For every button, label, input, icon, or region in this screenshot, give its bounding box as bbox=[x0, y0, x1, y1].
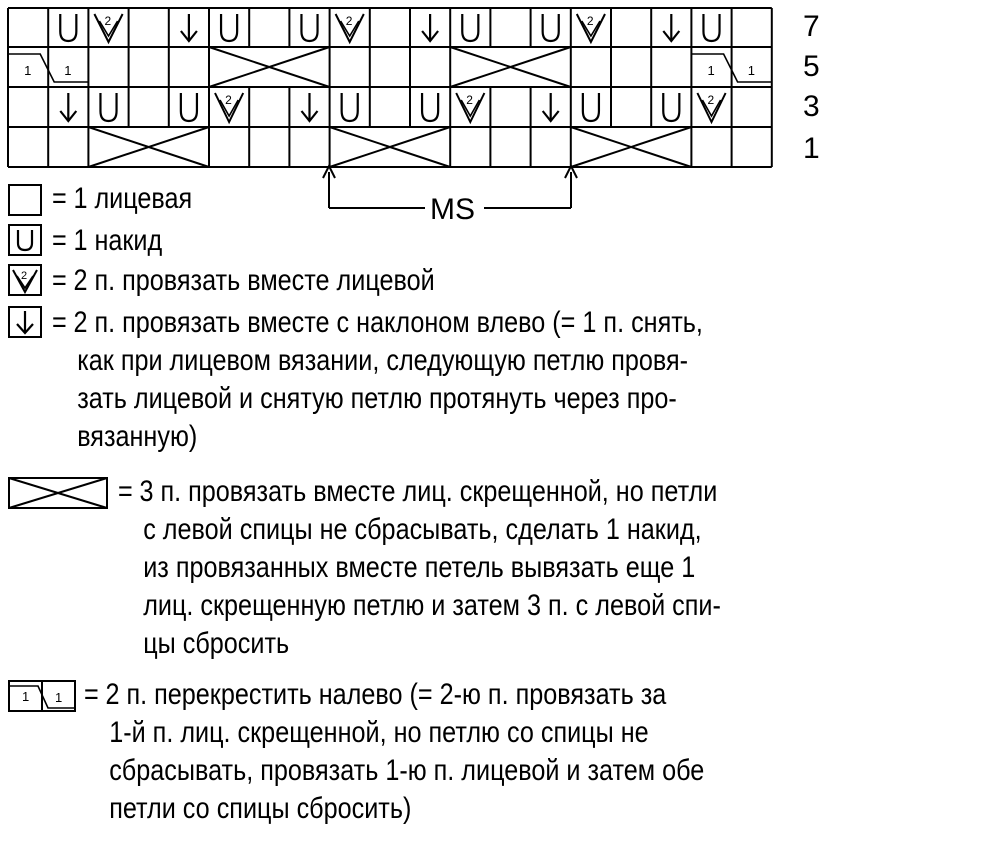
yarn-over-mark bbox=[422, 93, 438, 121]
yarn-over-mark bbox=[181, 93, 197, 121]
equals-sign: = bbox=[52, 182, 67, 215]
yarn-over-mark bbox=[100, 93, 116, 121]
legend-text-three-line-4: лиц. скрещенную петлю и затем 3 п. с левой спи- bbox=[143, 589, 721, 622]
legend-text-cross-line-1: 2 п. перекрестить налево (= 2-ю п. провязать за bbox=[105, 678, 667, 711]
chart-symbols bbox=[8, 14, 772, 167]
legend-text-three-line-5: цы сбросить bbox=[143, 627, 290, 660]
equals-sign: = bbox=[118, 475, 133, 508]
yarn-over-mark bbox=[583, 93, 599, 121]
legend-text-three-line-3: из провязанных вместе петель вывязать еще 1 bbox=[143, 551, 696, 584]
row-number-1: 1 bbox=[803, 132, 820, 165]
cross-left-mark-number: 1 bbox=[747, 63, 755, 78]
yarn-over-mark bbox=[60, 14, 76, 41]
repeat-label: MS bbox=[430, 193, 475, 226]
equals-sign: = bbox=[52, 306, 67, 339]
legend-text-ssk-line-4: вязанную) bbox=[77, 420, 198, 453]
legend-text-ssk-line-3: зать лицевой и снятую петлю протянуть через про- bbox=[77, 382, 677, 415]
yarn-over-symbol-icon bbox=[8, 224, 42, 256]
legend-text-knit: 1 лицевая bbox=[73, 182, 193, 215]
k2tog-mark-number: 2 bbox=[466, 93, 473, 107]
yarn-over-mark bbox=[301, 14, 317, 41]
k2tog-mark-number: 2 bbox=[586, 14, 594, 28]
three-stitch-cross-symbol-icon bbox=[8, 477, 108, 509]
yarn-over-mark bbox=[663, 93, 679, 121]
cross-left-symbol-icon bbox=[8, 680, 76, 712]
legend-text-k2tog: 2 п. провязать вместе лицевой bbox=[73, 264, 435, 297]
equals-sign: = bbox=[52, 264, 67, 297]
k2tog-symbol-icon bbox=[8, 264, 42, 296]
k2tog-mark-number: 2 bbox=[707, 93, 715, 107]
legend-text-ssk-line-1: 2 п. провязать вместе с наклоном влево (= 1 п. снять, bbox=[73, 306, 703, 339]
row-number-3: 3 bbox=[803, 90, 820, 123]
yarn-over-mark bbox=[703, 14, 719, 41]
legend-text-cross-line-3: сбрасывать, провязать 1-ю п. лицевой и затем обе bbox=[109, 754, 705, 787]
k2tog-mark-number: 2 bbox=[345, 14, 353, 28]
ssk-symbol-icon bbox=[8, 306, 42, 338]
k2tog-number: 2 bbox=[21, 270, 28, 282]
legend-text-yarn-over: 1 накид bbox=[73, 224, 163, 257]
cross-left-number-a: 1 bbox=[22, 689, 30, 704]
legend-text-three-line-1: 3 п. провязать вместе лиц. скрещенной, но петли bbox=[139, 475, 718, 508]
k2tog-mark-number: 2 bbox=[225, 93, 232, 107]
equals-sign: = bbox=[84, 678, 99, 711]
row-number-7: 7 bbox=[803, 10, 820, 43]
yarn-over-mark bbox=[462, 14, 478, 41]
legend-text-cross-line-4: петли со спицы сбросить) bbox=[109, 792, 412, 825]
equals-sign: = bbox=[52, 224, 67, 257]
chart-grid bbox=[8, 8, 772, 167]
cross-left-mark-number: 1 bbox=[64, 63, 72, 78]
cross-left-mark-number: 1 bbox=[707, 63, 715, 78]
knit-symbol-icon bbox=[8, 184, 42, 216]
yarn-over-mark bbox=[543, 14, 559, 41]
cross-left-number-b: 1 bbox=[55, 690, 63, 705]
row-number-5: 5 bbox=[803, 50, 820, 83]
k2tog-mark-number: 2 bbox=[104, 14, 112, 28]
yarn-over-mark bbox=[221, 14, 237, 41]
yarn-over-mark bbox=[342, 93, 358, 121]
cross-left-mark-number: 1 bbox=[24, 63, 32, 78]
legend-text-ssk-line-2: как при лицевом вязании, следующую петлю провя- bbox=[77, 344, 689, 377]
legend-text-three-line-2: с левой спицы не сбрасывать, сделать 1 накид, bbox=[143, 513, 702, 546]
legend-text-cross-line-2: 1-й п. лиц. скрещенной, но петлю со спицы не bbox=[109, 716, 649, 749]
